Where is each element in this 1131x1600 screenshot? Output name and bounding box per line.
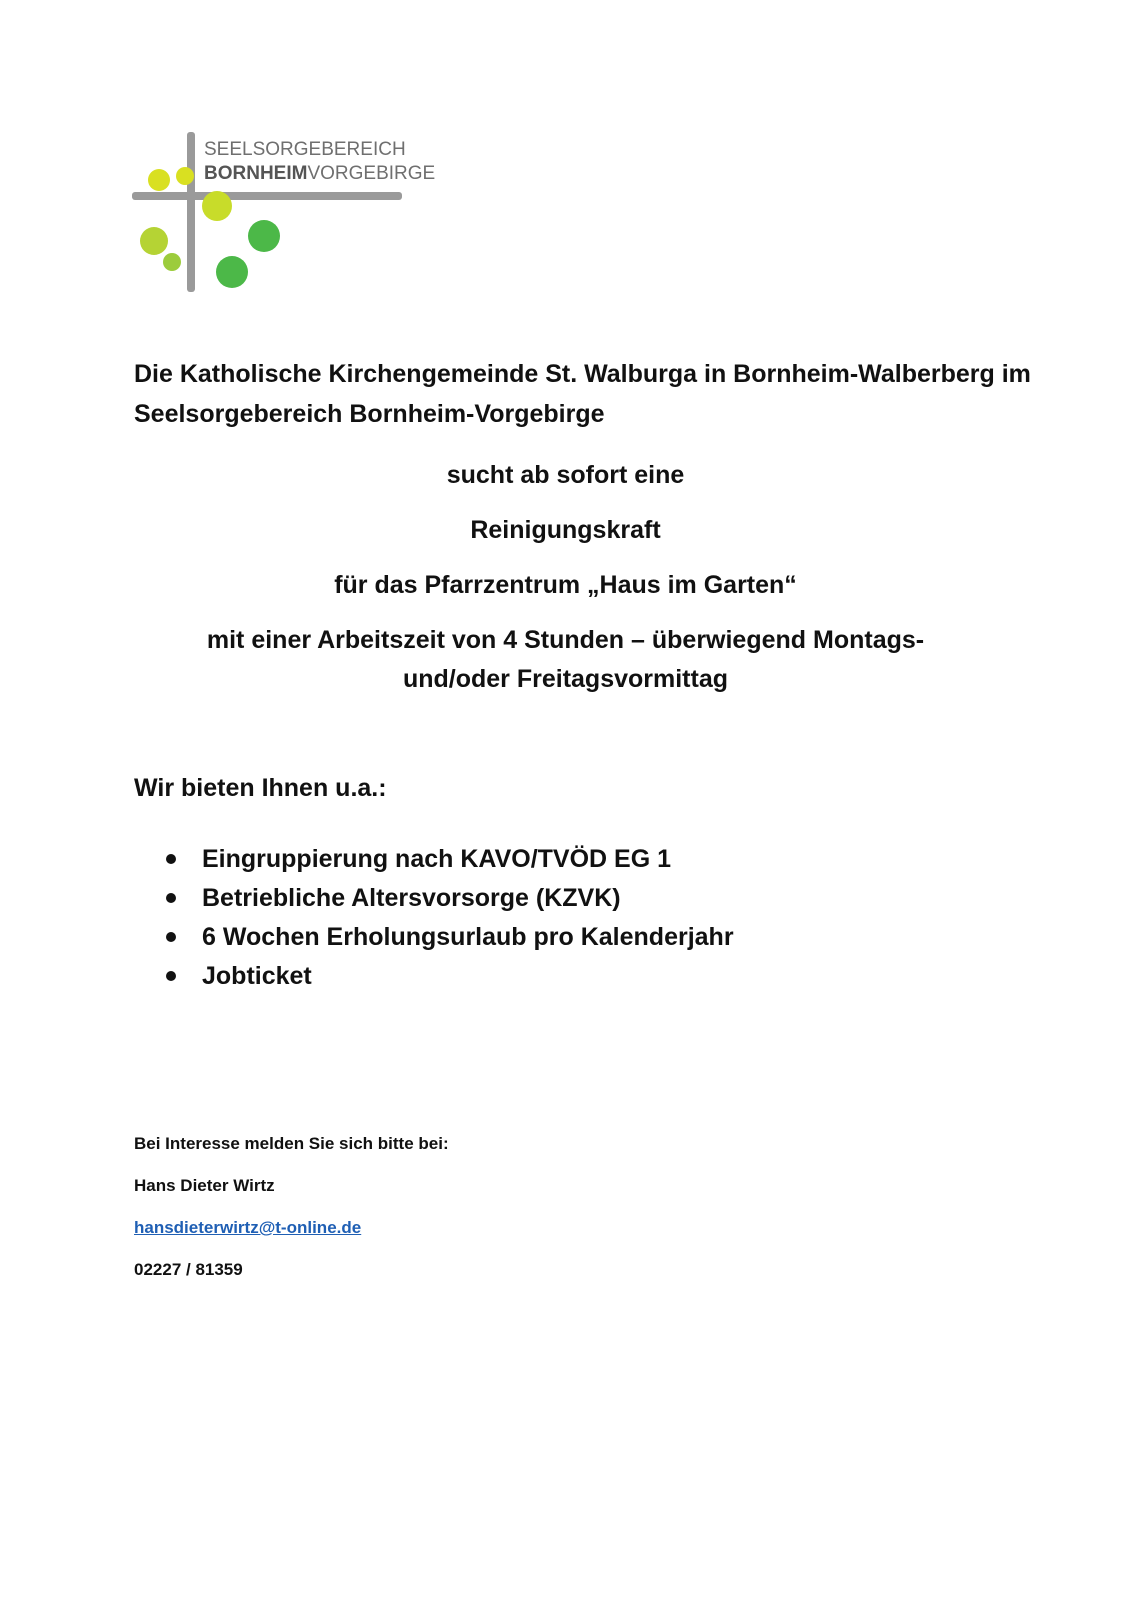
logo-cross-horizontal (132, 192, 402, 200)
intro-text: Die Katholische Kirchengemeinde St. Walburga in Bornheim-Walberberg im Seelsorgebereich Bornheim-Vorgebirge (134, 360, 1031, 428)
logo-text-line2 (204, 163, 435, 184)
benefit-text: Eingruppierung nach KAVO/TVÖD EG 1 (202, 845, 672, 873)
hours-line-1: mit einer Arbeitszeit von 4 Stunden – überwiegend Montags- (206, 626, 925, 654)
benefit-text: 6 Wochen Erholungsurlaub pro Kalenderjahr (202, 923, 734, 951)
benefit-item (166, 957, 734, 996)
logo-dot (216, 256, 248, 288)
logo-dot (248, 220, 280, 252)
workplace-line: für das Pfarrzentrum „Haus im Garten“ (334, 571, 797, 599)
logo-text-bold: BORNHEIM (204, 163, 308, 184)
benefit-item (166, 918, 734, 957)
bullet-icon (166, 971, 176, 981)
logo-dot (140, 227, 168, 255)
logo-dot (202, 191, 232, 221)
contact-intro: Bei Interesse melden Sie sich bitte bei: (134, 1134, 449, 1153)
logo-dot (163, 253, 181, 271)
parish-logo (130, 128, 436, 298)
logo-text-line1: SEELSORGEBEREICH (204, 139, 406, 160)
logo-cross-vertical (187, 132, 195, 292)
logo-dot (148, 169, 170, 191)
benefit-text: Betriebliche Altersvorsorge (KZVK) (202, 884, 621, 912)
bullet-icon (166, 854, 176, 864)
contact-phone: 02227 / 81359 (134, 1260, 243, 1279)
offer-heading: Wir bieten Ihnen u.a.: (134, 774, 387, 802)
hours-line-2: und/oder Freitagsvormittag (402, 665, 729, 693)
benefit-item (166, 879, 734, 918)
logo-graphic (130, 128, 436, 298)
benefits-list (166, 840, 734, 996)
contact-name: Hans Dieter Wirtz (134, 1176, 275, 1195)
benefit-text: Jobticket (202, 962, 312, 990)
benefit-item (166, 840, 734, 879)
logo-dot (176, 167, 194, 185)
bullet-icon (166, 932, 176, 942)
logo-text-light: VORGEBIRGE (307, 163, 436, 184)
search-line: sucht ab sofort eine (446, 461, 685, 489)
bullet-icon (166, 893, 176, 903)
job-title: Reinigungskraft (470, 516, 661, 544)
contact-email-link[interactable]: hansdieterwirtz@t-online.de (134, 1218, 362, 1237)
